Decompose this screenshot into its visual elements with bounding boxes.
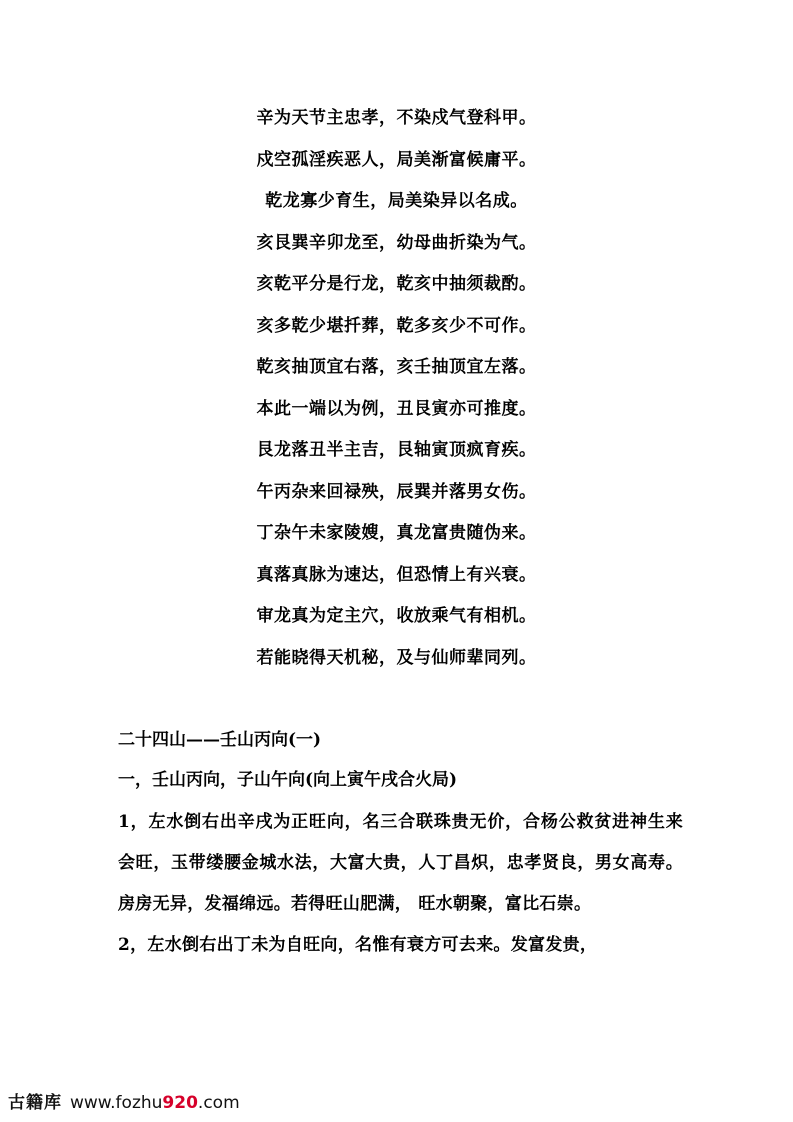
poem-line: 艮龙落丑半主吉，艮轴寅顶疯育疾。 [256, 440, 537, 460]
brand-name: 古籍库 [8, 1093, 62, 1113]
poem-line: 丁杂午未家陵嫂，真龙富贵随伪来。 [256, 523, 537, 543]
poem-line: 真落真脉为速达，但恐情上有兴衰。 [256, 564, 537, 585]
url-prefix: www.fozhu [70, 1093, 163, 1113]
poem-line: 乾亥抽顶宜右落，亥壬抽顶宜左落。 [256, 357, 537, 377]
poem-line: 午丙杂来回禄殃，辰巽并落男女伤。 [256, 481, 537, 502]
poem-block [0, 102, 793, 683]
footer-watermark [8, 1088, 240, 1113]
section-subheading: 一，壬山丙向，子山午向(向上寅午戌合火局) [118, 770, 458, 790]
poem-line: 若能晓得天机秘，及与仙师辈同列。 [256, 647, 537, 668]
section-block [118, 722, 683, 966]
poem-line: 辛为天节主忠孝，不染戍气登科甲。 [256, 108, 537, 128]
url-suffix: .com [197, 1093, 240, 1113]
poem-line: 本此一端以为例，丑艮寅亦可推度。 [256, 398, 537, 419]
poem-line: 亥艮巽辛卯龙至，幼母曲折染为气。 [256, 232, 537, 253]
url-number: 920 [162, 1093, 198, 1113]
poem-line: 审龙真为定主穴，收放乘气有相机。 [256, 606, 537, 626]
section-heading: 二十四山——壬山丙向(一) [118, 730, 322, 750]
paragraph: 2，左水倒右出丁未为自旺向，名惟有衰方可去来。发富发贵， [118, 935, 598, 955]
poem-line: 亥乾平分是行龙，乾亥中抽须裁酌。 [256, 274, 537, 294]
poem-line: 亥多乾少堪扦葬，乾多亥少不可作。 [256, 315, 537, 336]
poem-line: 戍空孤淫疾恶人，局美渐富候庸平。 [256, 149, 537, 170]
paragraph: 1，左水倒右出辛戌为正旺向，名三合联珠贵无价，合杨公救贫进神生来会旺，玉带缕腰金城水法，大富大贵，人丁昌炽，忠孝贤良，男女高寿。房房无异，发福绵远。若得旺山肥满， 旺水朝聚，富比石崇。 [118, 812, 683, 914]
poem-line: 乾龙寡少育生，局美染异以名成。 [265, 191, 528, 211]
